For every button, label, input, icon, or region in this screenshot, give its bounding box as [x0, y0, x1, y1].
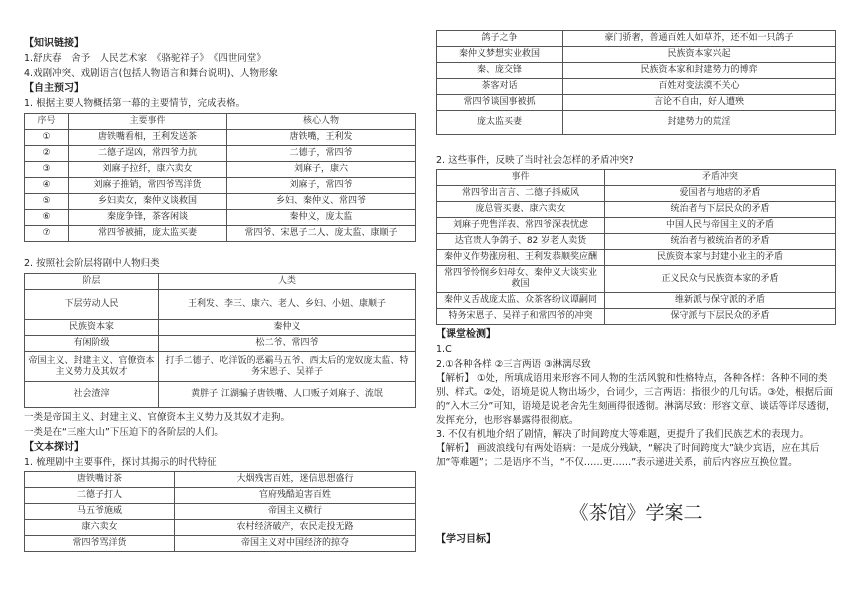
table-cell: 封建势力的荒淫 — [563, 111, 836, 135]
table-row — [437, 266, 836, 293]
table-header: 主要事件 — [69, 114, 227, 130]
table-cell: 秦仲义作势涨房租、王利发恭顺奖应酬 — [437, 250, 605, 266]
lesson-title: 《茶馆》学案二 — [569, 502, 703, 524]
knowledge-heading: 【知识链接】 — [24, 38, 84, 49]
table-header-row — [437, 170, 836, 186]
table-row — [25, 352, 416, 382]
table-cell: ② — [25, 146, 69, 162]
table-cell: 民族资本家和封建势力的博弈 — [563, 63, 836, 79]
check-heading: 【课堂检测】 — [436, 329, 496, 340]
table-row — [437, 293, 836, 309]
table-cell: 保守派与下层民众的矛盾 — [605, 309, 836, 325]
table-cell: 刘麻子推销，常四爷骂洋货 — [69, 178, 227, 194]
table-cell: 秦仲义，庞太监 — [227, 210, 416, 226]
table-row — [437, 202, 836, 218]
table-header: 核心人物 — [227, 114, 416, 130]
table-cell: ③ — [25, 162, 69, 178]
preview-question-1: 1. 根据主要人物概括第一幕的主要情节，完成表格。 — [24, 98, 246, 109]
table-row — [25, 130, 416, 146]
table-cell: 康六卖女 — [25, 520, 175, 536]
table-row — [25, 520, 416, 536]
class-note-2: 一类是在“三座大山”下压迫下的各阶层的人们。 — [24, 427, 224, 438]
table-header: 矛盾冲突 — [605, 170, 836, 186]
table-row — [25, 472, 416, 488]
table-row — [25, 194, 416, 210]
table-cell: 乡妇卖女，秦仲义谈救国 — [69, 194, 227, 210]
table-cell: 刘麻子，康六 — [227, 162, 416, 178]
table-row — [437, 218, 836, 234]
analysis-1: 【解析】 ①处，所填成语用来形容不同人物的生活风貌和性格特点，各种各样：各种不同的类别、样式。②处，语境是说人物出场少，台词少，三言两语：指很少的几句话。③处，根据后面的“入木三分”可知，语境是说老舍先生刻画得很透彻。淋漓尽致：形容文章、谈话等详尽透彻，发挥充分，也形容暴露得很彻底。 — [436, 373, 836, 426]
table-cell: ⑦ — [25, 226, 69, 242]
table-cell: 统治者与被统治者的矛盾 — [605, 234, 836, 250]
table-header: 序号 — [25, 114, 69, 130]
table-header-row — [25, 114, 416, 130]
table-cell: 豪门骄奢，普通百姓人如草芥，还不如一只鸽子 — [563, 31, 836, 47]
table-row — [25, 226, 416, 242]
table-row — [437, 309, 836, 325]
table-cell: 秦仲义梦想实业救国 — [437, 47, 563, 63]
table-cell: 二德子打人 — [25, 488, 175, 504]
table-cell: 社会渣滓 — [25, 382, 159, 408]
answer-3: 3. 不仅有机地介绍了剧情，解决了时间跨度大等难题，更提升了我们民族艺术的表现力。 — [436, 429, 810, 440]
preview-heading: 【自主预习】 — [24, 83, 84, 94]
table-row — [437, 63, 836, 79]
table-cell: 帝国主义横行 — [175, 504, 416, 520]
question-2: 2. 这些事件，反映了当时社会怎样的矛盾冲突? — [436, 155, 634, 166]
table-cell: ① — [25, 130, 69, 146]
table-cell: 中国人民与帝国主义的矛盾 — [605, 218, 836, 234]
table-cell: 松二爷、常四爷 — [159, 336, 416, 352]
explore-question-1: 1. 梳理剧中主要事件，探讨其揭示的时代特征 — [24, 457, 217, 468]
table-cell: 百姓对变法漠不关心 — [563, 79, 836, 95]
table-cell: 爱国者与地痞的矛盾 — [605, 186, 836, 202]
table-cell: 常四爷被捕，庞太监买妻 — [69, 226, 227, 242]
table-cell: 庞太监买妻 — [437, 111, 563, 135]
table-row — [437, 47, 836, 63]
analysis-2: 【解析】 画波浪线句有两处语病：一是成分残缺，“解决了时间跨度大”缺少宾语，应在其后加“等难题”；二是语序不当，“不仅……更……”表示递进关系，前后内容应互换位置。 — [436, 443, 820, 468]
table-row — [25, 320, 416, 336]
table-cell: 唐铁嘴讨茶 — [25, 472, 175, 488]
table-cell: 刘麻子拉纤，康六卖女 — [69, 162, 227, 178]
table-cell: 常四爷出言言、二德子抖威风 — [437, 186, 605, 202]
table-cell: 大烟残害百姓，迷信思想盛行 — [175, 472, 416, 488]
table-row — [437, 111, 836, 135]
table-cell: 维新派与保守派的矛盾 — [605, 293, 836, 309]
table-row — [437, 250, 836, 266]
table-header: 人类 — [159, 274, 416, 290]
table-row — [437, 234, 836, 250]
table-cell: 乡妇、秦仲义、常四爷 — [227, 194, 416, 210]
table-cell: 王利发、李三、康六、老人、乡妇、小妞、康顺子 — [159, 290, 416, 320]
table-cell: 唐铁嘴看相，王利发送茶 — [69, 130, 227, 146]
table-cell: 鸽子之争 — [437, 31, 563, 47]
table-cell: 帝国主义对中国经济的掠夺 — [175, 536, 416, 552]
table-row — [25, 162, 416, 178]
table-cell: 茶客对话 — [437, 79, 563, 95]
knowledge-line-1: 1.舒庆春 舍予 人民艺术家 《骆驼祥子》 《四世同堂》 — [24, 53, 266, 64]
table-cell: 常四爷骂洋货 — [25, 536, 175, 552]
table-cell: ⑤ — [25, 194, 69, 210]
table-cell: 统治者与下层民众的矛盾 — [605, 202, 836, 218]
table-row — [437, 186, 836, 202]
table-cell: 常四爷谈国事被抓 — [437, 95, 563, 111]
table-cell: 正义民众与民族资本家的矛盾 — [605, 266, 836, 293]
table-cell: 帝国主义、封建主义、官僚资本主义势力及其奴才 — [25, 352, 159, 382]
events-table — [24, 471, 416, 552]
plot-table — [24, 113, 416, 242]
table-cell: 秦仲义舌战庞太监、众茶客纷议谭嗣同 — [437, 293, 605, 309]
conflict-table — [436, 169, 836, 325]
table-row — [25, 178, 416, 194]
preview-question-2: 2. 按照社会阶层将剧中人物归类 — [24, 258, 160, 269]
table-cell: ⑥ — [25, 210, 69, 226]
table-cell: 民族资本家兴起 — [563, 47, 836, 63]
table-row — [437, 31, 836, 47]
goals-heading: 【学习目标】 — [436, 534, 496, 545]
table-cell: 秦庞争锋，茶客闲谈 — [69, 210, 227, 226]
knowledge-line-2: 4.戏剧冲突、戏剧语言(包括人物语言和舞台说明)、人物形象 — [24, 68, 278, 79]
explore-heading: 【文本探讨】 — [24, 442, 84, 453]
table-cell: 达官贵人争鸽子、82 岁老人卖货 — [437, 234, 605, 250]
table-row — [25, 382, 416, 408]
answer-2: 2.①各种各样 ②三言两语 ③淋漓尽致 — [436, 359, 591, 370]
left-column — [24, 36, 416, 552]
answer-1: 1.C — [436, 344, 452, 355]
table-row — [25, 290, 416, 320]
table-cell: 官府残酷迫害百姓 — [175, 488, 416, 504]
table-cell: 秦仲义 — [159, 320, 416, 336]
table-row — [25, 146, 416, 162]
table-row — [25, 536, 416, 552]
table-cell: 常四爷、宋恩子二人、庞太监、康顺子 — [227, 226, 416, 242]
events-table-continued — [436, 30, 836, 135]
table-cell: 庞总管买妻、康六卖女 — [437, 202, 605, 218]
table-cell: 民族资本家与封建小业主的矛盾 — [605, 250, 836, 266]
class-note-1: 一类是帝国主义、封建主义、官僚资本主义势力及其奴才走狗。 — [24, 412, 291, 423]
table-cell: 马五爷施威 — [25, 504, 175, 520]
table-header: 阶层 — [25, 274, 159, 290]
class-table — [24, 273, 416, 408]
table-row — [437, 79, 836, 95]
table-cell: 农村经济破产，农民走投无路 — [175, 520, 416, 536]
table-cell: 常四爷怜悯乡妇母女、秦仲义大谈实业救国 — [437, 266, 605, 293]
table-cell: 特务宋恩子、吴祥子和常四爷的冲突 — [437, 309, 605, 325]
table-row — [25, 488, 416, 504]
table-row — [25, 336, 416, 352]
table-cell: 秦、庞交锋 — [437, 63, 563, 79]
table-cell: 唐铁嘴，王利发 — [227, 130, 416, 146]
table-cell: 下层劳动人民 — [25, 290, 159, 320]
table-cell: 民族资本家 — [25, 320, 159, 336]
table-cell: ④ — [25, 178, 69, 194]
table-cell: 刘麻子，常四爷 — [227, 178, 416, 194]
table-header: 事件 — [437, 170, 605, 186]
table-cell: 二德子，常四爷 — [227, 146, 416, 162]
table-cell: 刘麻子兜售洋表、常四爷深表忧虑 — [437, 218, 605, 234]
table-row — [25, 504, 416, 520]
right-column — [436, 30, 836, 547]
table-cell: 言论不自由，好人遭殃 — [563, 95, 836, 111]
table-cell: 黄胖子 江湖骗子唐铁嘴、人口贩子刘麻子、流氓 — [159, 382, 416, 408]
table-cell: 打手二德子、吃洋饭的恶霸马五爷、西太后的宠奴庞太监、特务宋恩子、吴祥子 — [159, 352, 416, 382]
table-cell: 有闲阶级 — [25, 336, 159, 352]
table-row — [25, 210, 416, 226]
table-header-row — [25, 274, 416, 290]
table-cell: 二德子逞凶，常四爷力抗 — [69, 146, 227, 162]
table-row — [437, 95, 836, 111]
